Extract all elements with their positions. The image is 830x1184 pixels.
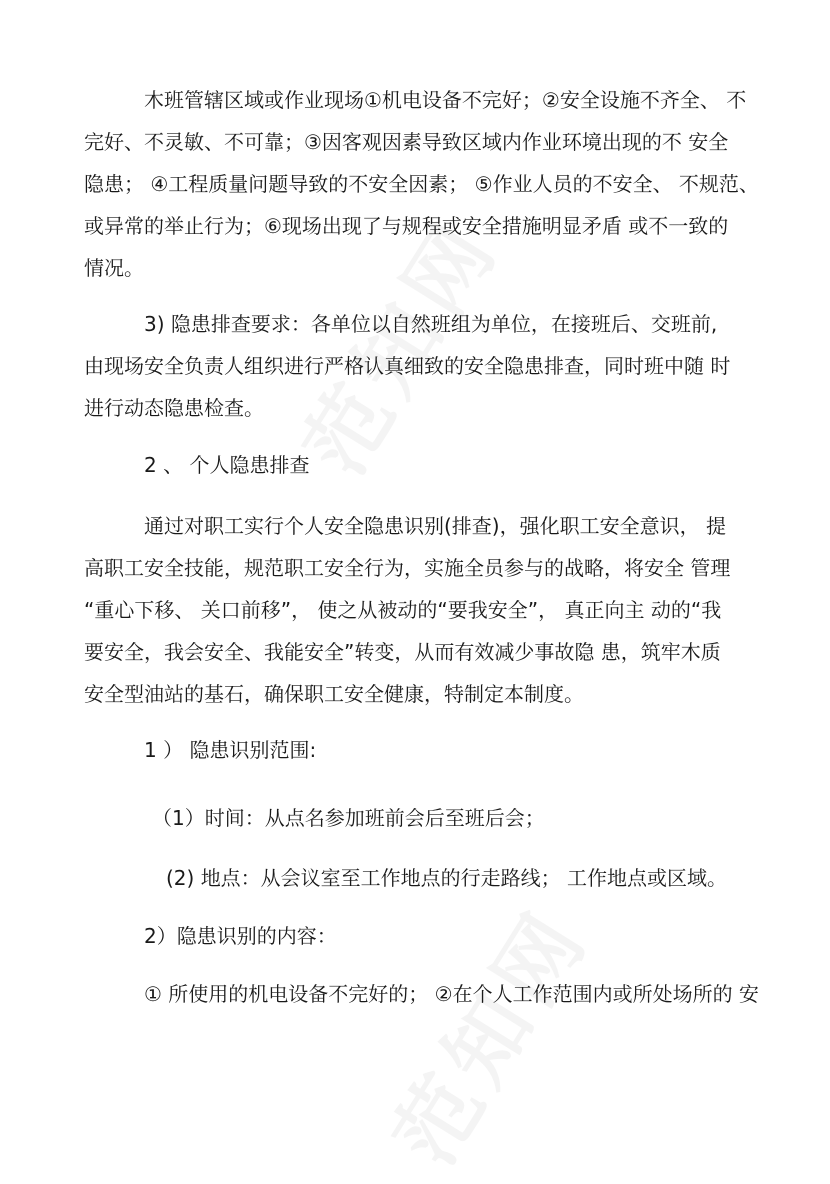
paragraph-1-line-4: 或异常的举止行为；⑥现场出现了与规程或安全措施明显矛盾 或不一致的 (84, 214, 729, 238)
paragraph-1-line-1: 木班管辖区域或作业现场①机电设备不完好；②安全设施不齐全、 不 (144, 88, 747, 112)
paragraph-3-line-4: 要安全，我会安全、我能安全”转变，从而有效减少事故隐 患，筑牢木质 (84, 640, 721, 664)
content-item-1: ① 所使用的机电设备不完好的； ②在个人工作范围内或所处场所的 安 (144, 982, 759, 1006)
paragraph-1-line-5: 情况。 (84, 256, 144, 280)
paragraph-1-line-3: 隐患； ④工程质量问题导致的不安全因素； ⑤作业人员的不安全、 不规范、 (84, 172, 759, 196)
subheading-2: 2）隐患识别的内容： (144, 924, 337, 948)
section-heading-2: 2 、 个人隐患排查 (144, 453, 310, 477)
paragraph-2-line-3: 进行动态隐患检查。 (84, 396, 264, 420)
watermark-bottom (360, 881, 612, 1184)
paragraph-3-line-5: 安全型油站的基石，确保职工安全健康，特制定本制度。 (84, 682, 584, 706)
subheading-1: 1 ） 隐患识别范围: (144, 738, 317, 762)
item-location: (2) 地点：从会议室至工作地点的行走路线； 工作地点或区域。 (166, 866, 728, 890)
paragraph-2-line-1: 3) 隐患排查要求：各单位以自然班组为单位，在接班后、交班前, (144, 312, 718, 336)
paragraph-3-line-3: “重心下移、 关口前移”， 使之从被动的“要我安全”， 真正向主 动的“我 (84, 598, 722, 622)
paragraph-2-line-2: 由现场安全负责人组织进行严格认真细致的安全隐患排查，同时班中随 时 (84, 354, 731, 378)
paragraph-1-line-2: 完好、不灵敏、不可靠；③因客观因素导致区域内作业环境出现的不 安全 (84, 130, 729, 154)
paragraph-3-line-2: 高职工安全技能，规范职工安全行为，实施全员参与的战略，将安全 管理 (84, 556, 731, 580)
paragraph-3-line-1: 通过对职工实行个人安全隐患识别(排查)，强化职工安全意识， 提 (144, 514, 726, 538)
item-time: （1）时间：从点名参加班前会后至班后会； (152, 806, 545, 830)
